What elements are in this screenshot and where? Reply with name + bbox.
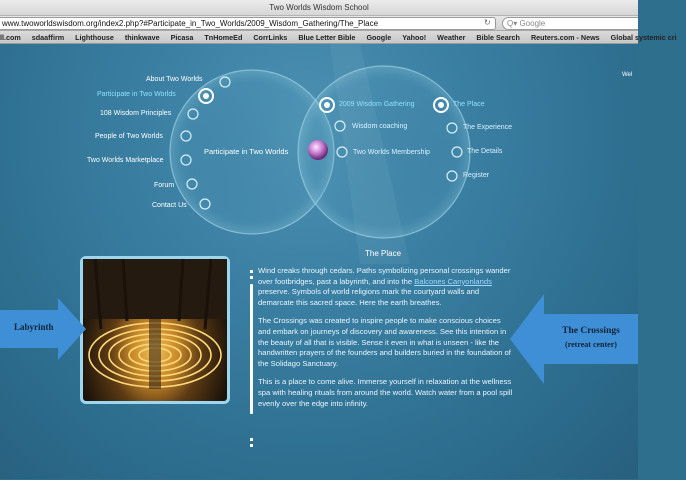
labyrinth-photo	[80, 256, 230, 404]
scroll-up-dot[interactable]	[250, 276, 253, 279]
bookmark-item[interactable]: Yahoo!	[402, 33, 427, 42]
bookmark-item[interactable]: Picasa	[170, 33, 194, 42]
reload-icon[interactable]: ↻	[484, 18, 491, 27]
window-title: Two Worlds Wisdom School	[269, 3, 369, 12]
balcones-link[interactable]: Balcones Canyonlands	[414, 276, 492, 286]
crossings-arrow-label-2: (retreat center)	[565, 340, 617, 349]
crossings-arrow-label-1: The Crossings	[562, 326, 620, 336]
bookmark-item[interactable]: Blue Letter Bible	[298, 33, 356, 42]
nav-about[interactable]: About Two Worlds	[146, 76, 203, 83]
bookmark-item[interactable]: thinkwave	[124, 33, 160, 42]
nav-the-experience[interactable]: The Experience	[463, 124, 513, 131]
url-input[interactable]: www.twoworldswisdom.org/index2.php?#Participate_in_Two_Worlds/2009_Wisdom_Gathering/The_Place	[0, 17, 496, 30]
nav-people[interactable]: People of Two Worlds	[95, 133, 163, 140]
side-cut-text: Wel	[622, 72, 633, 78]
bookmark-item[interactable]: TnHomeEd	[204, 33, 243, 42]
paragraph-3: This is a place to come alive. Immerse yourself in relaxation at the wellness spa with healing rituals from around the world. Watch water from a pool spill evenly over the edge into infinity.	[258, 377, 513, 408]
page-content	[0, 44, 638, 479]
paragraph-1: Wind creaks through cedars. Paths symbolizing personal crossings wander over footbridges, past a labyrinth, and into the Balcones Canyonlands preserve. Symbols of world religions mark the courtyard walls and demarcate this sacred space. Here the earth breathes.	[258, 266, 511, 307]
bookmark-item[interactable]: sdaaffirm	[31, 33, 65, 42]
search-input[interactable]: Q▾ Google	[502, 17, 638, 30]
scroll-thumb[interactable]	[250, 284, 253, 414]
paragraph-2: The Crossings was created to inspire people to make conscious choices and embark on journeys of discovery and awareness. See this intention in the beauty of all that is visible. Sense it even in what is unseen - like the handwritten prayers of the founders and builders buried in the foundation of the Solidago Sanctuary.	[258, 316, 511, 368]
section-title: The Place	[365, 249, 402, 258]
nav-forum[interactable]: Forum	[154, 182, 175, 189]
footer-logo-faded	[280, 468, 370, 480]
scroll-up-dot[interactable]	[250, 270, 253, 273]
nav-marketplace[interactable]: Two Worlds Marketplace	[87, 157, 164, 164]
globe-orb-icon	[308, 140, 328, 160]
nav-the-details[interactable]: The Details	[467, 148, 503, 155]
nav-wisdom-gathering[interactable]: 2009 Wisdom Gathering	[339, 101, 415, 108]
bookmark-item[interactable]: Lighthouse	[75, 33, 114, 42]
bookmark-item[interactable]: ll.com	[0, 33, 21, 42]
labyrinth-arrow[interactable]	[0, 298, 88, 360]
center-label: Participate in Two Worlds	[204, 147, 289, 156]
bookmark-item[interactable]: Weather	[437, 33, 466, 42]
address-bar	[0, 16, 638, 31]
labyrinth-arrow-label: Labyrinth	[14, 322, 54, 332]
scroll-down-dot[interactable]	[250, 444, 253, 447]
bookmark-item[interactable]: CorrLinks	[253, 33, 288, 42]
nav-circles-diagram	[0, 44, 638, 264]
bookmarks-bar	[0, 31, 677, 44]
nav-contact[interactable]: Contact Us	[152, 202, 187, 209]
nav-participate[interactable]: Participate in Two Worlds	[97, 91, 176, 98]
window-titlebar	[0, 0, 638, 16]
nav-register[interactable]: Register	[463, 172, 490, 179]
text-scrollbar[interactable]	[250, 270, 253, 450]
bookmark-item[interactable]: Bible Search	[476, 33, 520, 42]
bookmark-item[interactable]: Google	[366, 33, 392, 42]
scroll-down-dot[interactable]	[250, 438, 253, 441]
nav-wisdom-coaching[interactable]: Wisdom coaching	[352, 123, 408, 130]
bookmark-item[interactable]: Global systemic cri	[610, 33, 677, 42]
nav-principles[interactable]: 108 Wisdom Principles	[100, 110, 172, 117]
labyrinth-illustration	[83, 259, 227, 401]
nav-membership[interactable]: Two Worlds Membership	[353, 149, 430, 156]
bookmark-item[interactable]: Reuters.com - News	[530, 33, 600, 42]
place-description	[258, 266, 513, 417]
crossings-arrow[interactable]	[510, 294, 638, 384]
nav-the-place[interactable]: The Place	[453, 101, 485, 108]
